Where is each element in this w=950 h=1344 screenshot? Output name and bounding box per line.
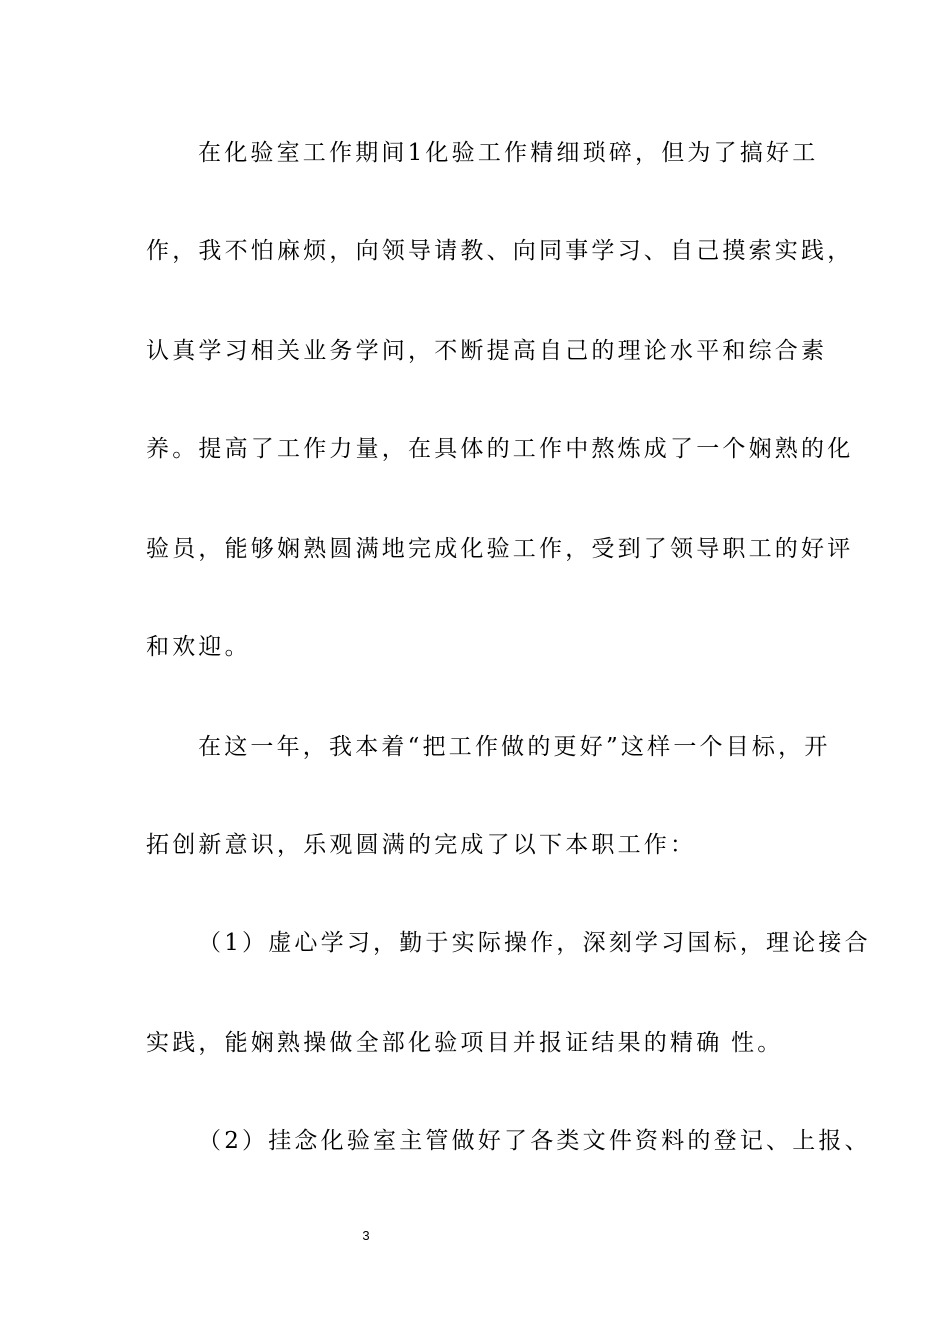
list-item-2-line-1: （2）挂念化验室主管做好了各类文件资料的登记、上报、 — [198, 1128, 871, 1154]
paragraph-1-line-5: 验员，能够娴熟圆满地完成化验工作，受到了领导职工的好评 — [146, 536, 854, 562]
page-number: 3 — [362, 1228, 370, 1243]
list-item-1-line-1: （1）虚心学习，勤于实际操作，深刻学习国标，理论接合 — [198, 930, 871, 956]
paragraph-2-line-1: 在这一年，我本着“把工作做的更好”这样一个目标，开 — [198, 734, 831, 760]
paragraph-1-line-3: 认真学习相关业务学问，不断提高自己的理论水平和综合素 — [146, 338, 828, 364]
paragraph-1-line-1: 在化验室工作期间1化验工作精细琐碎，但为了搞好工 — [198, 140, 819, 166]
paragraph-1-line-4: 养。提高了工作力量，在具体的工作中熬炼成了一个娴熟的化 — [146, 436, 854, 462]
list-item-1-line-2: 实践，能娴熟操做全部化验项目并报证结果的精确 — [146, 1030, 723, 1056]
paragraph-1-line-6: 和欢迎。 — [146, 634, 251, 660]
list-item-1-line-2-tail: 性。 — [731, 1030, 784, 1056]
paragraph-2-line-2: 拓创新意识，乐观圆满的完成了以下本职工作： — [146, 832, 697, 858]
paragraph-1-line-2: 作，我不怕麻烦，向领导请教、向同事学习、自己摸索实践， — [146, 238, 854, 264]
